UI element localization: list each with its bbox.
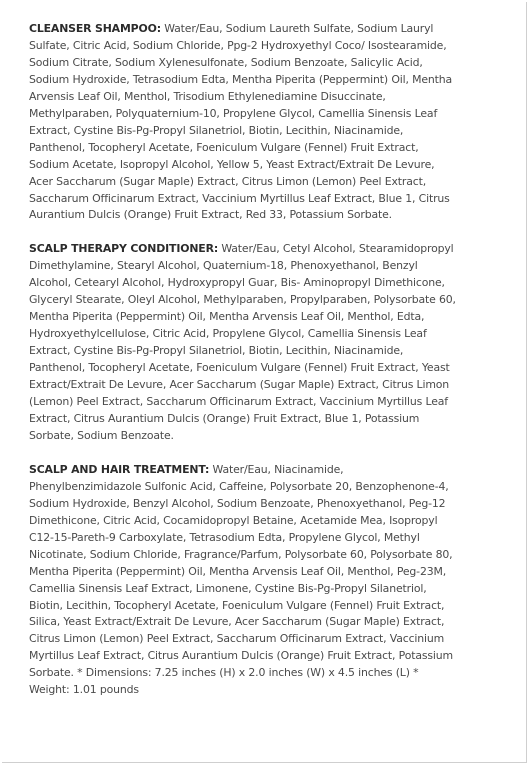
scalp-and-hair-treatment-text: Water/Eau, Niacinamide, Phenylbenzimidazole Sulfonic Acid, Caffeine, Polysorbate 20, Benzophenone-4, Sodium Hydroxide, Benzyl Alcohol, Sodium Benzoate, Phenoxyethanol, Peg-12 Dimethicone, Citric Acid, Cocamidopropyl Betaine, Acetamide Mea, Isopropyl C12-15-Pareth-9 Carboxylate, Tetrasodium Edta, Propylene Glycol, Methyl Nicotinate, Sodium Chloride, Fragrance/Parfum, Polysorbate 60, Polysorbate 80, Mentha Piperita (Peppermint) Oil, Mentha Arvensis Leaf Oil, Menthol, Peg-23M, Camellia Sinensis Leaf Extract, Limonene, Cystine Bis-Pg-Propyl Silanetriol, Biotin, Lecithin, Tocopheryl Acetate, Foeniculum Vulgare (Fennel) Fruit Extract, Silica, Yeast Extract/Extrait De Levure, Acer Saccharum (Sugar Maple) Extract, Citrus Limon (Lemon) Peel Extract, Saccharum Officinarum Extract, Vaccinium Myrtillus Leaf Extract, Citrus Aurantium Dulcis (Orange) Fruit Extract, Potassium Sorbate. * Dimensions: 7.25 inches (H) x 2.0 inches (W) x 4.5 inches (L) * Weight: 1.01 pounds bbox=[29, 462, 453, 697]
cleanser-shampoo-ingredients bbox=[29, 21, 457, 224]
scalp-therapy-conditioner-label: SCALP THERAPY CONDITIONER: bbox=[29, 242, 219, 256]
scalp-therapy-conditioner-text: Water/Eau, Cetyl Alcohol, Stearamidopropyl Dimethylamine, Stearyl Alcohol, Quaternium-18, Phenoxyethanol, Benzyl Alcohol, Cetearyl Alcohol, Hydroxypropyl Guar, Bis- Aminopropyl Dimethicone, Glyceryl Stearate, Oleyl Alcohol, Methylparaben, Propylparaben, Polysorbate 60, Mentha Piperita (Peppermint) Oil, Mentha Arvensis Leaf Oil, Menthol, Edta, Hydroxyethylcellulose, Citric Acid, Propylene Glycol, Camellia Sinensis Leaf Extract, Cystine Bis-Pg-Propyl Silanetriol, Biotin, Lecithin, Niacinamide, Panthenol, Tocopheryl Acetate, Foeniculum Vulgare (Fennel) Fruit Extract, Yeast Extract/Extrait De Levure, Acer Saccharum (Sugar Maple) Extract, Citrus Limon (Lemon) Peel Extract, Saccharum Officinarum Extract, Vaccinium Myrtillus Leaf Extract, Citrus Aurantium Dulcis (Orange) Fruit Extract, Blue 1, Potassium Sorbate, Sodium Benzoate. bbox=[29, 242, 456, 442]
scalp-therapy-conditioner-ingredients bbox=[29, 241, 457, 444]
scalp-and-hair-treatment-label: SCALP AND HAIR TREATMENT: bbox=[29, 462, 210, 476]
cleanser-shampoo-label: CLEANSER SHAMPOO: bbox=[29, 22, 161, 35]
scalp-and-hair-treatment-ingredients bbox=[29, 462, 457, 699]
ingredients-text-block bbox=[29, 21, 457, 716]
cleanser-shampoo-text: Water/Eau, Sodium Laureth Sulfate, Sodium Lauryl Sulfate, Citric Acid, Sodium Chloride, Ppg-2 Hydroxyethyl Coco/ Isostearamide, Sodium Citrate, Sodium Xylenesulfonate, Sodium Benzoate, Salicylic Acid, Sodium Hydroxide, Tetrasodium Edta, Mentha Piperita (Peppermint) Oil, Mentha Arvensis Leaf Oil, Menthol, Trisodium Ethylenediamine Disuccinate, Methylparaben, Polyquaternium-10, Propylene Glycol, Camellia Sinensis Leaf Extract, Cystine Bis-Pg-Propyl Silanetriol, Biotin, Lecithin, Niacinamide, Panthenol, Tocopheryl Acetate, Foeniculum Vulgare (Fennel) Fruit Extract, Sodium Acetate, Isopropyl Alcohol, Yellow 5, Yeast Extract/Extrait De Levure, Acer Saccharum (Sugar Maple) Extract, Citrus Limon (Lemon) Peel Extract, Saccharum Officinarum Extract, Vaccinium Myrtillus Leaf Extract, Blue 1, Citrus Aurantium Dulcis (Orange) Fruit Extract, Red 33, Potassium Sorbate. bbox=[29, 22, 453, 222]
